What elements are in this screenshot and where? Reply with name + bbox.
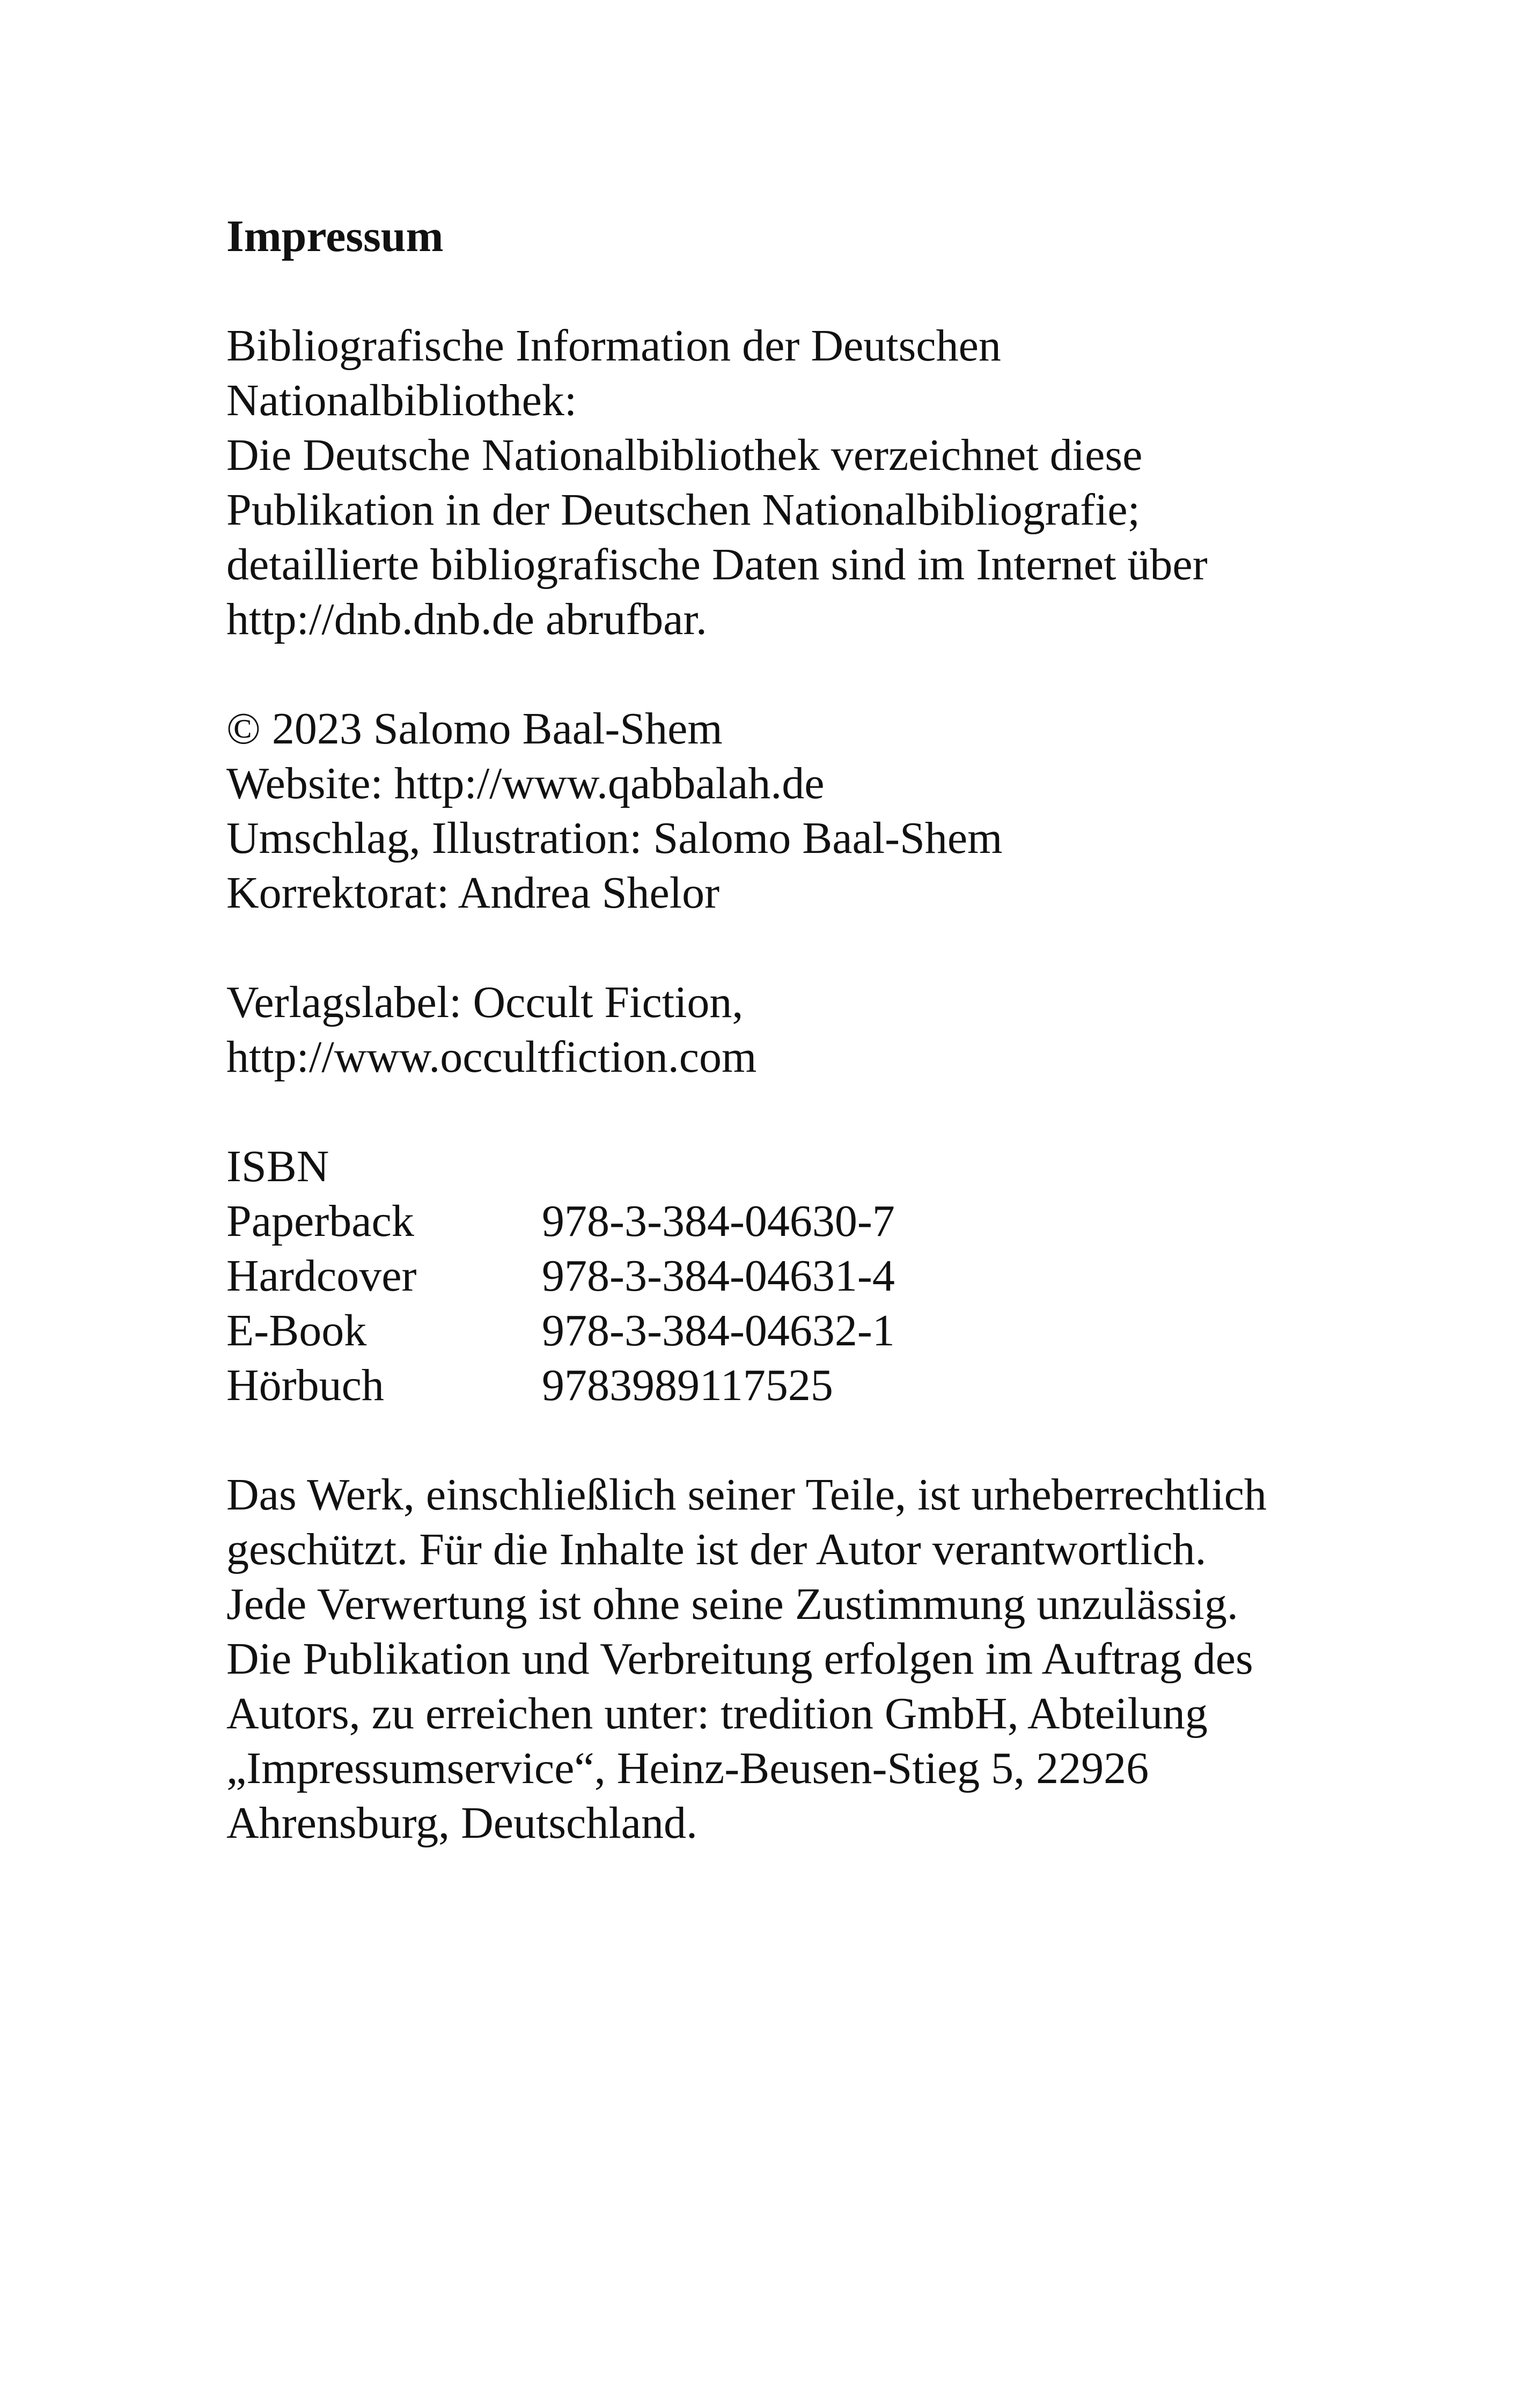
isbn-number: 978-3-384-04632-1 <box>542 1306 895 1356</box>
legal-line: „Impressumservice“, Heinz-Beusen-Stieg 5, 22926 <box>226 1743 1149 1793</box>
isbn-block <box>226 1139 1353 1413</box>
spacer <box>226 264 1353 319</box>
isbn-number: 9783989117525 <box>542 1360 833 1410</box>
credits-block <box>226 702 1353 921</box>
publisher-block <box>226 975 1353 1085</box>
isbn-row <box>226 1249 1353 1304</box>
legal-notice <box>226 1468 1353 1851</box>
isbn-format: Paperback <box>226 1196 414 1246</box>
isbn-format: E-Book <box>226 1306 367 1356</box>
legal-line: Ahrensburg, Deutschland. <box>226 1798 697 1848</box>
legal-line: Jede Verwertung ist ohne seine Zustimmung unzulässig. <box>226 1579 1238 1629</box>
spacer <box>226 1085 1353 1139</box>
spacer <box>226 1413 1353 1468</box>
imprint-page <box>226 209 1353 1851</box>
isbn-row <box>226 1304 1353 1358</box>
isbn-number: 978-3-384-04631-4 <box>542 1251 895 1301</box>
isbn-row <box>226 1358 1353 1413</box>
legal-line: geschützt. Für die Inhalte ist der Autor verantwortlich. <box>226 1525 1207 1574</box>
dnb-line: Nationalbibliothek: <box>226 375 577 425</box>
copyright-line: © 2023 Salomo Baal-Shem <box>226 704 723 754</box>
dnb-line: Die Deutsche Nationalbibliothek verzeichnet diese <box>226 430 1143 480</box>
page-title: Impressum <box>226 211 444 261</box>
isbn-row <box>226 1194 1353 1249</box>
website-link[interactable]: http://www.qabbalah.de <box>394 759 825 808</box>
isbn-number: 978-3-384-04630-7 <box>542 1196 895 1246</box>
isbn-format: Hardcover <box>226 1251 417 1301</box>
legal-line: Die Publikation und Verbreitung erfolgen im Auftrag des <box>226 1634 1253 1684</box>
dnb-line: Publikation in der Deutschen Nationalbibliografie; <box>226 485 1140 535</box>
spacer <box>226 647 1353 702</box>
isbn-heading: ISBN <box>226 1142 329 1191</box>
publisher-link[interactable]: http://www.occultfiction.com <box>226 1032 757 1082</box>
isbn-format: Hörbuch <box>226 1360 384 1410</box>
dnb-line: detaillierte bibliografische Daten sind im Internet über <box>226 540 1208 590</box>
legal-line: Das Werk, einschließlich seiner Teile, ist urheberrechtlich <box>226 1470 1267 1520</box>
spacer <box>226 921 1353 975</box>
website-line <box>226 756 1353 811</box>
proofreading-credit: Korrektorat: Andrea Shelor <box>226 868 720 918</box>
website-label: Website: <box>226 759 394 808</box>
dnb-line: Bibliografische Information der Deutschen <box>226 321 1001 371</box>
legal-line: Autors, zu erreichen unter: tredition GmbH, Abteilung <box>226 1689 1208 1739</box>
cover-credit: Umschlag, Illustration: Salomo Baal-Shem <box>226 813 1003 863</box>
dnb-line: http://dnb.dnb.de abrufbar. <box>226 594 707 644</box>
publisher-label: Verlagslabel: Occult Fiction, <box>226 977 744 1027</box>
dnb-notice <box>226 319 1353 647</box>
